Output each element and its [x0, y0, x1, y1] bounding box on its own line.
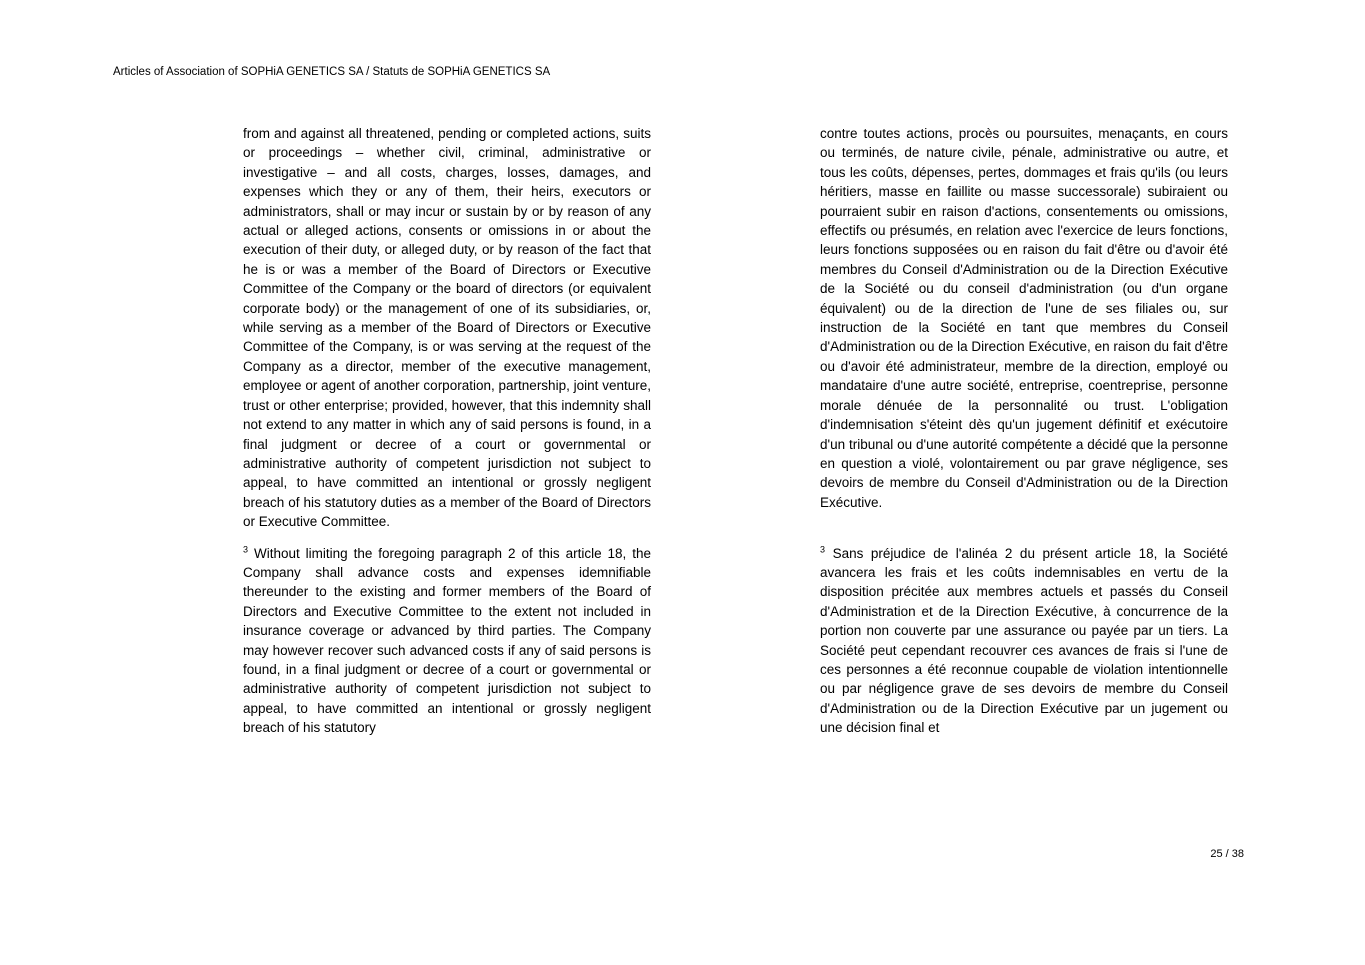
paragraph-text: Without limiting the foregoing paragraph 2 of this article 18, the Company shall advance costs and expenses idemnifiable thereunder to the existing and former members of the Board of Directors and Executive Committee to the extent not included in insurance coverage or advanced by third parties. The Company may however recover such advanced costs if any of said persons is found, in a final judgment or decree of a court or governmental or administrative authority of competent jurisdiction not subject to appeal, to have committed an intentional or grossly negligent breach of his statutory [243, 545, 651, 736]
paragraph-english-2 [243, 544, 651, 738]
paragraph-text: contre toutes actions, procès ou poursuites, menaçants, en cours ou terminés, de nature civile, pénale, administrative ou autre, et tous les coûts, dépenses, pertes, dommages et frais qu'ils (ou leurs héritiers, masse en faillite ou masse successorale) subiraient ou pourraient subir en raison d'actions, consentements ou omissions, effectifs ou présumés, en relation avec l'exercice de leurs fonctions, leurs fonctions supposées ou en raison du fait d'être ou d'avoir été membres du Conseil d'Administration ou de la Direction Exécutive de la Société ou du conseil d'administration (ou d'un organe équivalent) ou de la direction de l'une de ses filiales ou, sur instruction de la Société en tant que membres du Conseil d'Administration ou de la Direction Exécutive, en raison du fait d'être ou d'avoir été administrateur, membre de la direction, employé ou mandataire d'une autre société, entreprise, coentreprise, personne morale dénuée de la personnalité ou trust. L'obligation d'indemnisation s'éteint dès qu'un jugement définitif et exécutoire d'un tribunal ou d'une autorité compétente a décidé que la personne en question a violé, volontairement ou par grave négligence, ses devoirs de membre du Conseil d'Administration ou de la Direction Exécutive. [820, 126, 1228, 510]
paragraph-text: from and against all threatened, pending or completed actions, suits or proceedings – whether civil, criminal, administrative or investigative – and all costs, charges, losses, damages, and expenses which they or any of them, their heirs, executors or administrators, shall or may incur or sustain by or by reason of any actual or alleged actions, consents or omissions in or about the execution of their duty, or alleged duty, or by reason of the fact that he is or was a member of the Board of Directors or Executive Committee of the Company or the board of directors (or equivalent corporate body) or the management of one of its subsidiaries, or, while serving as a member of the Board of Directors or Executive Committee of the Company, is or was serving at the request of the Company as a director, member of the executive management, employee or agent of another corporation, partnership, joint venture, trust or other enterprise; provided, however, that this indemnity shall not extend to any matter in which any of said persons is found, in a final judgment or decree of a court or governmental or administrative authority of competent jurisdiction not subject to appeal, to have committed an intentional or grossly negligent breach of his statutory duties as a member of the Board of Directors or Executive Committee. [243, 126, 651, 530]
paragraph-marker: 3 [243, 544, 249, 555]
page-number: 25 / 38 [1210, 848, 1244, 860]
paragraph-marker: 3 [820, 544, 826, 555]
document-header: Articles of Association of SOPHiA GENETICS SA / Statuts de SOPHiA GENETICS SA [113, 66, 551, 78]
paragraph-english-1 [243, 124, 651, 532]
paragraph-french-1 [820, 124, 1228, 512]
document-body [243, 124, 1228, 738]
paragraph-text: Sans préjudice de l'alinéa 2 du présent article 18, la Société avancera les frais et les coûts indemnisables en vertu de la disposition précitée aux membres actuels et passés du Conseil d'Administration et de la Direction Exécutive, à concurrence de la portion non couverte par une assurance ou payée par un tiers. La Société peut cependant recouvrer ces avances de frais si l'une de ces personnes a été reconnue coupable de violation intentionnelle ou par négligence grave de ses devoirs de membre du Conseil d'Administration ou de la Direction Exécutive par un jugement ou une décision final et [820, 545, 1228, 736]
paragraph-french-2 [820, 544, 1228, 738]
